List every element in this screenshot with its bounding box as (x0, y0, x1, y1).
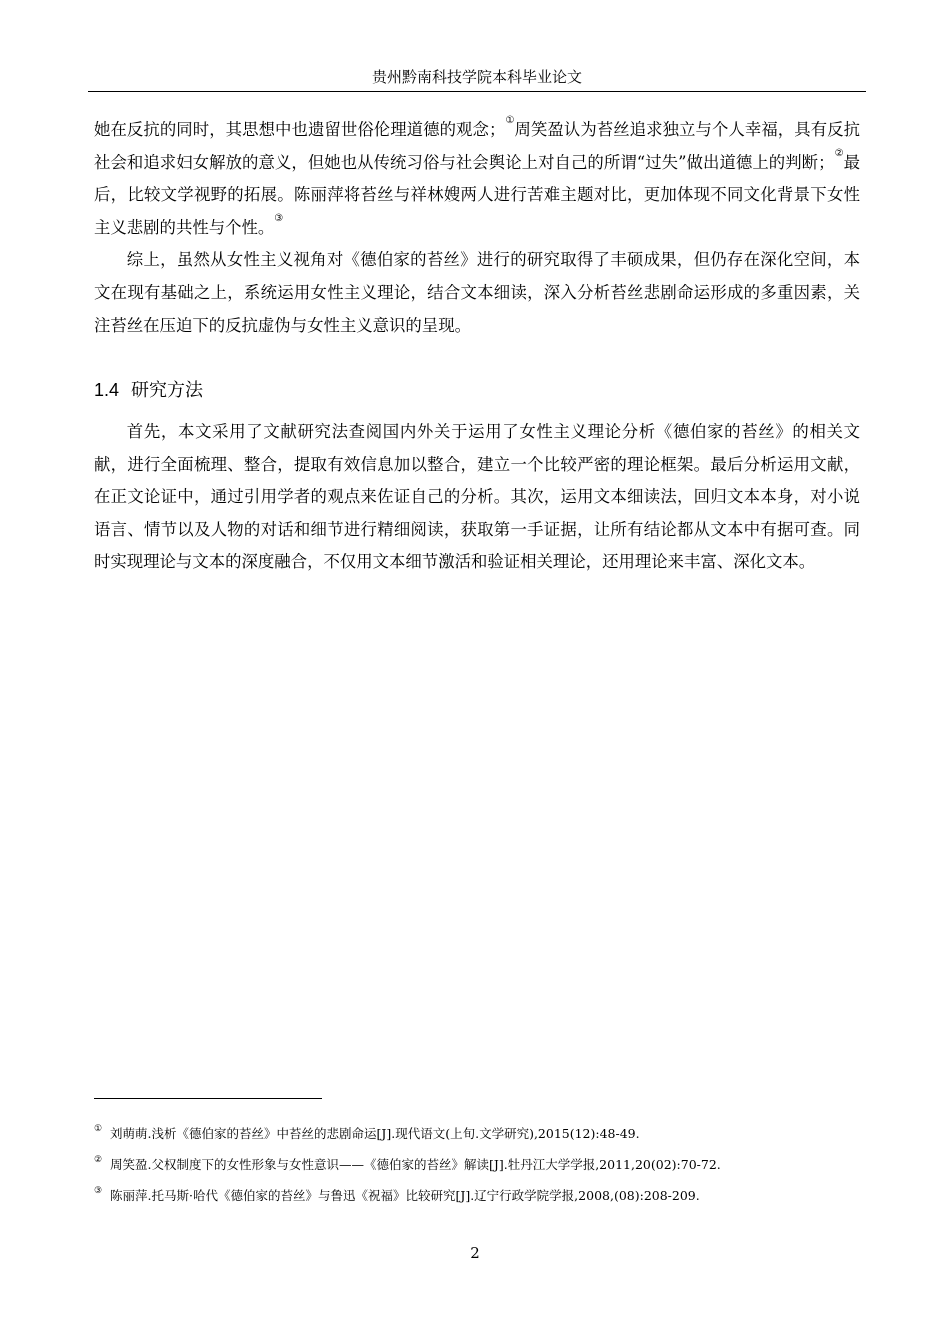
footnote-text: 陈丽萍.托马斯·哈代《德伯家的苔丝》与鲁迅《祝福》比较研究[J].辽宁行政学院学报,2008,(08):208-209. (110, 1188, 700, 1203)
footnote (94, 1180, 874, 1211)
footnote-rule (94, 1098, 322, 1099)
footnote (94, 1118, 874, 1149)
footnote (94, 1149, 874, 1180)
footnote-mark: ② (94, 1155, 103, 1165)
footnote-mark: ① (94, 1124, 103, 1134)
footnote-text: 刘萌萌.浅析《德伯家的苔丝》中苔丝的悲剧命运[J].现代语文(上旬.文学研究),2015(12):48-49. (110, 1126, 640, 1141)
section-body (94, 416, 860, 579)
footnotes (94, 1118, 874, 1211)
footnote-ref: ① (505, 115, 515, 126)
paragraph (94, 114, 860, 244)
paragraph-text: 最后，比较文学视野的拓展。陈丽萍将苔丝与祥林嫂两人进行苦难主题对比，更加体现不同文化背景下女性主义悲剧的共性与个性。 (94, 152, 861, 237)
paragraph: 首先，本文采用了文献研究法查阅国内外关于运用了女性主义理论分析《德伯家的苔丝》的相关文献，进行全面梳理、整合，提取有效信息加以整合，建立一个比较严密的理论框架。最后分析运用文献，在正文论证中，通过引用学者的观点来佐证自己的分析。其次，运用文本细读法，回归文本本身，对小说语言、情节以及人物的对话和细节进行精细阅读，获取第一手证据，让所有结论都从文本中有据可查。同时实现理论与文本的深度融合，不仅用文本细节激活和验证相关理论，还用理论来丰富、深化文本。 (94, 422, 860, 572)
header-rule (88, 91, 866, 92)
section-heading (94, 374, 203, 406)
running-header: 贵州黔南科技学院本科毕业论文 (371, 68, 582, 86)
footnote-ref: ③ (274, 212, 284, 224)
footnote-ref: ② (834, 147, 844, 159)
page-number: 2 (470, 1244, 480, 1262)
body-text (94, 114, 860, 342)
footnote-mark: ③ (94, 1186, 103, 1196)
paragraph-text: 周笑盈认为苔丝追求独立与个人幸福，具有反抗社会和追求妇女解放的意义，但她也从传统习俗与社会舆论上对自己的所谓“过失”做出道德上的判断； (94, 120, 861, 172)
footnote-text: 周笑盈.父权制度下的女性形象与女性意识——《德伯家的苔丝》解读[J].牡丹江大学学报,2011,20(02):70-72. (110, 1157, 721, 1172)
paragraph-text: 她在反抗的同时，其思想中也遗留世俗伦理道德的观念； (94, 120, 506, 139)
section-title: 研究方法 (131, 380, 204, 400)
section-number: 1.4 (94, 380, 120, 400)
paragraph: 综上，虽然从女性主义视角对《德伯家的苔丝》进行的研究取得了丰硕成果，但仍存在深化空间，本文在现有基础之上，系统运用女性主义理论，结合文本细读，深入分析苔丝悲剧命运形成的多重因素，关注苔丝在压迫下的反抗虚伪与女性主义意识的呈现。 (94, 250, 860, 335)
